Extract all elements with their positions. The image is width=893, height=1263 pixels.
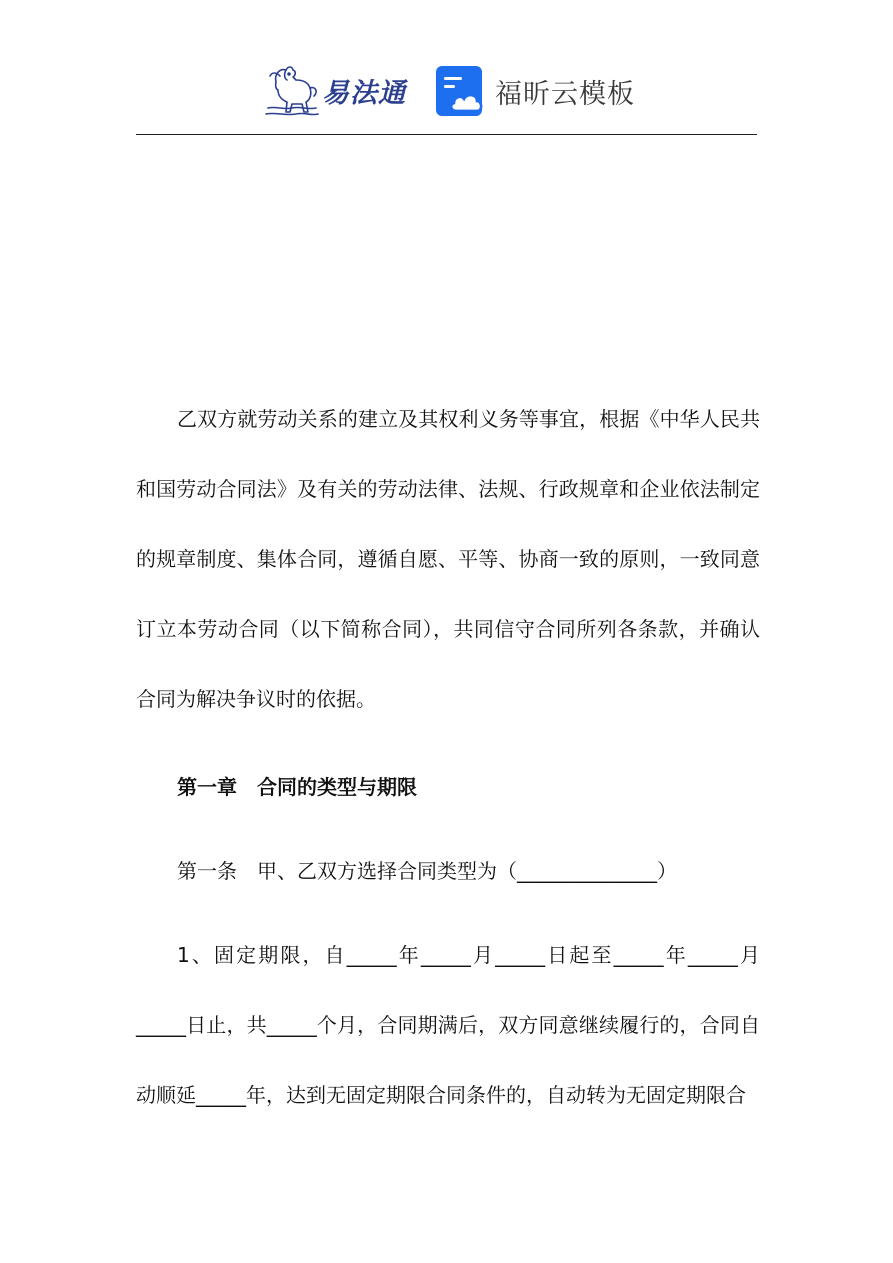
chapter-heading: 第一章 合同的类型与期限 bbox=[177, 775, 417, 799]
yifatong-logo[interactable] bbox=[262, 62, 412, 118]
document-body bbox=[136, 384, 760, 1130]
fuxin-template-logo-text: 福昕云模板 bbox=[495, 78, 635, 110]
yifatong-logo-text: 易法通 bbox=[322, 77, 406, 109]
header-divider bbox=[136, 134, 757, 135]
document-header bbox=[0, 0, 893, 136]
cloud-document-icon bbox=[435, 65, 487, 117]
clause-one: 1、固定期限，自_____年_____月_____日起至_____年_____月_____日止，共_____个月，合同期满后，双方同意继续履行的，合同自动顺延_____年，达到无固定期限合同条件的，自动转为无固定期限合 bbox=[136, 943, 760, 1107]
intro-paragraph: 乙双方就劳动关系的建立及其权利义务等事宜，根据《中华人民共和国劳动合同法》及有关的劳动法律、法规、行政规章和企业依法制定的规章制度、集体合同，遵循自愿、平等、协商一致的原则，一致同意订立本劳动合同（以下简称合同），共同信守合同所列各条款，并确认合同为解决争议时的依据。 bbox=[136, 407, 760, 711]
fuxin-template-logo[interactable] bbox=[435, 64, 635, 118]
article-one: 第一条 甲、乙双方选择合同类型为（______________） bbox=[177, 859, 677, 883]
horse-emblem-icon bbox=[262, 62, 320, 118]
